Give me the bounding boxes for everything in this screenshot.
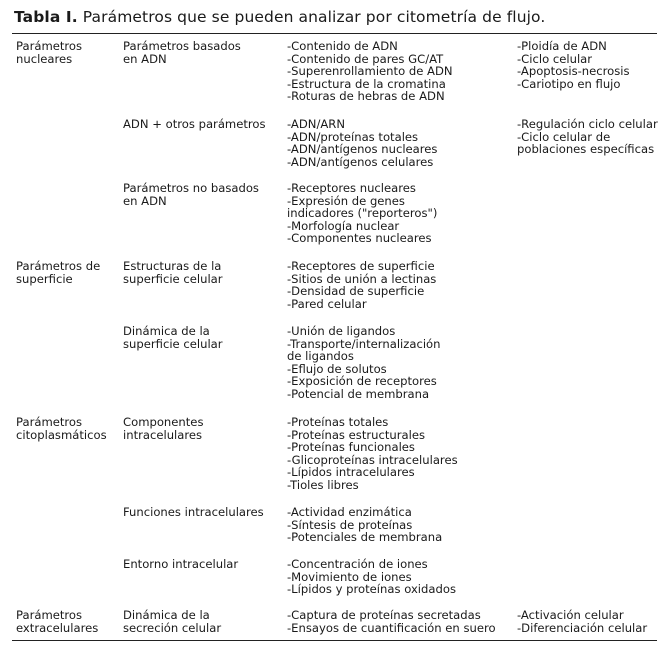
sub-componentes-intracelulares: Componentes intracelulares [123, 415, 204, 442]
sub-entorno-intracelular: Entorno intracelular [123, 557, 239, 571]
category-nucleares: Parámetros nucleares [16, 39, 83, 66]
items-dinamica-superficie: -Unión de ligandos -Transporte/internalización de ligandos -Eflujo de solutos -Exposición de receptores -Potencial de membrana [287, 324, 441, 401]
items-no-basados-adn: -Receptores nucleares -Expresión de genes indicadores ("reporteros") -Morfología nuclear -Componentes nucleares [287, 181, 438, 246]
category-superficie: Parámetros de superficie [16, 259, 101, 286]
sub-dinamica-superficie: Dinámica de la superficie celular [123, 324, 223, 351]
table-title [14, 8, 545, 26]
items-dinamica-secrecion: -Captura de proteínas secretadas -Ensayos de cuantificación en suero [287, 608, 496, 635]
applications-basados-adn: -Ploidía de ADN -Ciclo celular -Apoptosis-necrosis -Cariotipo en flujo [517, 39, 630, 91]
category-extracelulares: Parámetros extracelulares [16, 608, 99, 635]
items-adn-otros: -ADN/ARN -ADN/proteínas totales -ADN/antígenos nucleares -ADN/antígenos celulares [287, 117, 438, 169]
items-componentes-intracelulares: -Proteínas totales -Proteínas estructurales -Proteínas funcionales -Glicoproteínas intracelulares -Lípidos intracelulares -Tioles libres [287, 415, 458, 492]
applications-adn-otros: -Regulación ciclo celular -Ciclo celular de poblaciones específicas [517, 117, 658, 157]
sub-estructuras-superficie: Estructuras de la superficie celular [123, 259, 223, 286]
items-basados-adn: -Contenido de ADN -Contenido de pares GC/AT -Superenrollamiento de ADN -Estructura de la cromatina -Roturas de hebras de ADN [287, 39, 453, 104]
bottom-rule [12, 640, 657, 641]
applications-dinamica-secrecion: -Activación celular -Diferenciación celular [517, 608, 648, 635]
category-citoplasmaticos: Parámetros citoplasmáticos [16, 415, 107, 442]
table-caption: Parámetros que se pueden analizar por citometría de flujo. [82, 8, 546, 26]
sub-adn-otros: ADN + otros parámetros [123, 117, 266, 131]
items-estructuras-superficie: -Receptores de superficie -Sitios de unión a lectinas -Densidad de superficie -Pared celular [287, 259, 437, 311]
items-entorno-intracelular: -Concentración de iones -Movimiento de iones -Lípidos y proteínas oxidados [287, 557, 456, 597]
table-label: Tabla I. [14, 8, 78, 26]
top-rule [12, 33, 657, 34]
sub-dinamica-secrecion: Dinámica de la secreción celular [123, 608, 222, 635]
sub-funciones-intracelulares: Funciones intracelulares [123, 505, 264, 519]
sub-no-basados-adn: Parámetros no basados en ADN [123, 181, 259, 208]
items-funciones-intracelulares: -Actividad enzimática -Síntesis de proteínas -Potenciales de membrana [287, 505, 443, 545]
sub-parametros-basados-adn: Parámetros basados en ADN [123, 39, 241, 66]
